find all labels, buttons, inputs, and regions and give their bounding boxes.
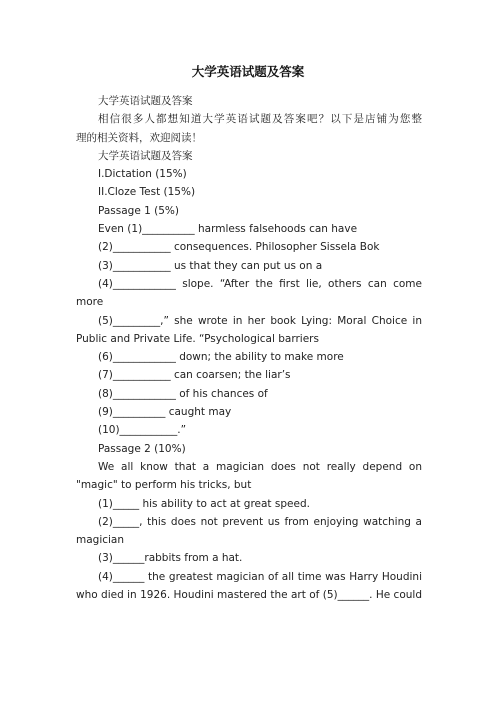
text-line: magician xyxy=(76,534,125,547)
text-line: We all know that a magician does not really depend on xyxy=(98,460,422,473)
text-line: more xyxy=(76,296,104,309)
text-line: (7)___________ can coarsen; the liar’s xyxy=(98,369,291,382)
document-title: 大学英语试题及答案 xyxy=(191,64,305,79)
text-line: II.Cloze Test (15%) xyxy=(98,186,196,199)
text-line: Passage 1 (5%) xyxy=(98,204,180,217)
text-line: (5)_________,” she wrote in her book Lying: Moral Choice in xyxy=(98,314,422,327)
text-line: 大学英语试题及答案 xyxy=(98,149,193,162)
text-line: Public and Private Life. “Psychological barriers xyxy=(76,332,319,345)
text-line: Passage 2 (10%) xyxy=(98,442,186,455)
text-line: 相信很多人都想知道大学英语试题及答案吧？以下是店铺为您整 xyxy=(98,113,422,126)
text-line: 大学英语试题及答案 xyxy=(98,95,193,107)
text-line: I.Dictation (15%) xyxy=(98,168,187,181)
text-line: (9)__________ caught may xyxy=(98,406,232,419)
document-body xyxy=(76,92,422,604)
text-line: (4)____________ slope. “After the first lie, others can come xyxy=(98,277,422,290)
text-line: (3)______rabbits from a hat. xyxy=(98,552,243,565)
text-line: (8)____________ of his chances of xyxy=(98,387,268,400)
text-line: (4)______ the greatest magician of all time was Harry Houdini xyxy=(98,570,422,583)
text-line: (10)___________.” xyxy=(98,424,187,437)
text-line: "magic" to perform his tricks, but xyxy=(76,479,252,492)
text-line: Even (1)__________ harmless falsehoods can have xyxy=(98,223,358,236)
text-line: (2)_____, this does not prevent us from enjoying watching a xyxy=(98,515,422,528)
text-line: (6)____________ down; the ability to make more xyxy=(98,351,344,364)
text-line: 理的相关资料，欢迎阅读！ xyxy=(76,131,202,144)
text-line: (2)___________ consequences. Philosopher Sissela Bok xyxy=(98,241,380,254)
text-line: (3)___________ us that they can put us on a xyxy=(98,259,323,272)
text-line: (1)_____ his ability to act at great speed. xyxy=(98,497,310,510)
text-line: who died in 1926. Houdini mastered the art of (5)______. He could xyxy=(76,589,422,602)
